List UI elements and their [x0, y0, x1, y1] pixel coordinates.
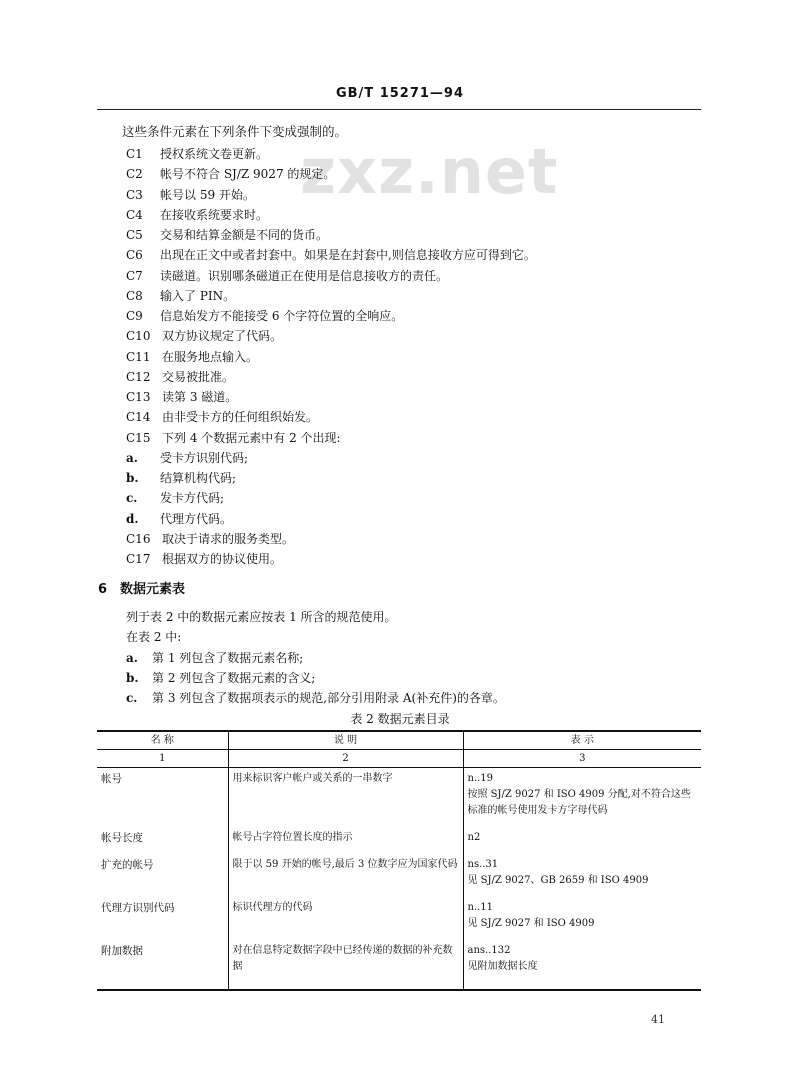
cell-representation: [463, 940, 701, 990]
cell-name: 附加数据: [97, 940, 228, 990]
condition-text: 结算机构代码;: [160, 471, 237, 485]
cell-representation: [463, 854, 701, 897]
condition-text: 由非受卡方的任何组织始发。: [162, 410, 319, 425]
condition-code: C9: [126, 309, 143, 323]
cell-description: 帐号占字符位置长度的指示: [228, 827, 463, 854]
condition-item: [126, 286, 235, 306]
cell-representation: [463, 768, 701, 828]
section-paragraph: [126, 668, 315, 688]
condition-item: [126, 245, 536, 265]
cell-name: 代理方识别代码: [101, 902, 175, 914]
condition-code: C7: [126, 268, 143, 283]
condition-text: 读第 3 磁道。: [162, 390, 238, 404]
condition-item: [126, 347, 258, 367]
condition-text: 发卡方代码;: [160, 491, 225, 506]
condition-item: [126, 387, 237, 407]
condition-item: [126, 266, 448, 286]
section-title: 数据元素表: [120, 582, 186, 597]
paragraph-text: 第 3 列包含了数据项表示的规范,部分引用附录 A(补充件)的各章。: [152, 691, 505, 706]
condition-code: C4: [126, 207, 143, 222]
condition-item: [126, 488, 224, 508]
condition-code: C1: [126, 147, 143, 161]
condition-code: C17: [126, 552, 151, 566]
section-paragraph: [126, 607, 397, 627]
condition-item: [126, 205, 268, 225]
header-name: 名 称: [97, 731, 228, 750]
cell-description: 标识代理方的代码: [228, 897, 463, 940]
representation-line: n..19: [467, 773, 494, 784]
representation-line: 见附加数据长度: [467, 961, 538, 972]
condition-code: C2: [126, 167, 143, 182]
condition-item: [126, 468, 236, 488]
page-number: 41: [651, 1013, 665, 1026]
condition-code: C10: [126, 329, 151, 344]
condition-code: C15: [126, 430, 151, 445]
cell-description: 对在信息特定数据字段中已经传递的数据的补充数据: [228, 940, 463, 990]
cell-description: 限于以 59 开始的帐号,最后 3 位数字应为国家代码: [228, 854, 463, 897]
cell-representation: [463, 827, 701, 854]
condition-text: 交易被批准。: [162, 369, 235, 384]
condition-item: [126, 225, 328, 245]
watermark: zxz.net: [300, 135, 559, 208]
condition-item: [126, 306, 403, 326]
table-row: [97, 897, 701, 940]
condition-code: C8: [126, 288, 143, 303]
cell-name: 帐号长度: [101, 832, 143, 844]
condition-item: [126, 428, 341, 448]
header-rule: [97, 109, 701, 110]
representation-line: ans..132: [467, 945, 511, 956]
condition-item: [126, 164, 335, 184]
representation-line: ns..31: [467, 859, 499, 870]
paragraph-text: 第 2 列包含了数据元素的含义;: [152, 670, 316, 685]
condition-code: C5: [126, 228, 143, 242]
condition-item: [126, 529, 294, 549]
condition-code: C12: [126, 369, 151, 384]
header-number-1: 1: [97, 750, 228, 768]
representation-line: n..11: [467, 902, 494, 913]
condition-code: C3: [126, 187, 143, 202]
condition-code: b.: [126, 471, 139, 485]
cell-description: 用来标识客户帐户或关系的一串数字: [228, 768, 463, 828]
standard-header: GB/T 15271—94: [335, 86, 465, 101]
section-paragraph: [126, 627, 181, 647]
condition-code: C14: [126, 410, 151, 425]
condition-item: [126, 407, 318, 427]
cell-representation: [463, 897, 701, 940]
representation-line: 见 SJ/Z 9027、GB 2659 和 ISO 4909: [467, 875, 649, 886]
condition-item: [126, 448, 248, 468]
condition-text: 根据双方的协议使用。: [162, 552, 283, 566]
condition-text: 下列 4 个数据元素中有 2 个出现:: [162, 430, 341, 445]
paragraph-text: 在表 2 中:: [126, 630, 182, 645]
cell-name: 帐号: [101, 773, 122, 785]
condition-item: [126, 367, 234, 387]
condition-code: C11: [126, 349, 151, 364]
section-paragraph: [126, 688, 505, 708]
paragraph-text: 第 1 列包含了数据元素名称;: [152, 650, 304, 665]
table-body: [97, 768, 701, 991]
table-row: [97, 768, 701, 828]
condition-text: 出现在正文中或者封套中。如果是在封套中,则信息接收方应可得到它。: [160, 248, 536, 263]
condition-code: C16: [126, 531, 151, 546]
condition-text: 帐号以 59 开始。: [160, 187, 255, 202]
section-paragraph: [126, 648, 303, 668]
paragraph-code: c.: [126, 691, 138, 706]
condition-item: [126, 326, 282, 346]
representation-line: n2: [467, 832, 481, 843]
intro-text: 这些条件元素在下列条件下变成强制的。: [122, 124, 348, 139]
paragraph-text: 列于表 2 中的数据元素应按表 1 所含的规范使用。: [126, 610, 397, 624]
paragraph-code: a.: [126, 650, 138, 665]
condition-code: c.: [126, 491, 138, 506]
condition-code: C6: [126, 248, 143, 263]
condition-text: 在接收系统要求时。: [160, 207, 269, 222]
condition-item: [126, 509, 232, 529]
header-number-2: 2: [228, 750, 463, 768]
condition-text: 输入了 PIN。: [160, 288, 236, 303]
condition-text: 信息始发方不能接受 6 个字符位置的全响应。: [160, 309, 404, 323]
table-caption: 表 2 数据元素目录: [350, 712, 450, 726]
representation-line: 按照 SJ/Z 9027 和 ISO 4909 分配,对不符合这些标准的帐号使用发卡方字母代码: [467, 789, 691, 816]
condition-code: C13: [126, 390, 151, 404]
condition-code: d.: [126, 511, 139, 526]
condition-code: a.: [126, 450, 138, 465]
condition-text: 代理方代码。: [160, 511, 233, 526]
table-row: [97, 940, 701, 990]
condition-text: 取决于请求的服务类型。: [162, 531, 295, 546]
cell-name: 扩充的帐号: [101, 859, 154, 871]
condition-item: [126, 549, 282, 569]
header-representation: 表 示: [463, 731, 701, 750]
condition-text: 受卡方识别代码;: [160, 450, 249, 465]
condition-text: 帐号不符合 SJ/Z 9027 的规定。: [160, 167, 336, 182]
header-description: 说 明: [228, 731, 463, 750]
condition-text: 交易和结算金额是不同的货币。: [160, 228, 329, 242]
data-element-table: [97, 730, 701, 991]
representation-line: 见 SJ/Z 9027 和 ISO 4909: [467, 918, 595, 929]
header-number-3: 3: [463, 750, 701, 768]
condition-text: 读磁道。识别哪条磁道正在使用是信息接收方的责任。: [160, 268, 449, 283]
condition-item: [126, 144, 268, 164]
paragraph-code: b.: [126, 670, 139, 685]
table-row: [97, 854, 701, 897]
condition-text: 双方协议规定了代码。: [162, 329, 283, 344]
section-number: 6: [98, 582, 108, 597]
condition-item: [126, 185, 255, 205]
section-heading: [98, 578, 185, 597]
table-row: [97, 827, 701, 854]
condition-text: 在服务地点输入。: [162, 349, 259, 364]
condition-text: 授权系统文卷更新。: [160, 147, 269, 161]
